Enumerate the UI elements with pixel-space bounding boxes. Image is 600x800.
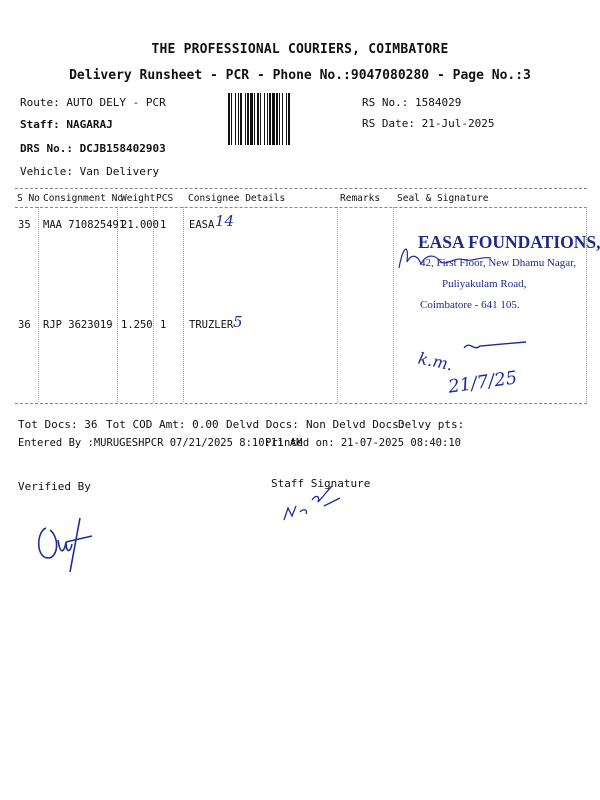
staff-signature-label: Staff Signature [271,477,371,490]
delivered-docs: Delvd Docs: [226,418,299,431]
row-consignment: RJP 3623019 [43,319,113,331]
handwritten-count: 14 [215,212,235,230]
table-header-rule [15,207,587,208]
total-cod-amount: Tot COD Amt: 0.00 [106,418,219,431]
stamp-name: EASA FOUNDATIONS, [418,232,600,252]
delivery-points: Delvy pts: [398,418,465,431]
staff-signature-drawing [282,480,352,524]
rs-date: RS Date: 21-Jul-2025 [362,117,495,130]
row-sno: 35 [18,219,31,231]
col-seal: Seal & Signature [397,193,489,204]
col-weight: Weight [121,193,156,204]
verifier-signature-drawing [30,512,100,574]
printed-on: Printed on: 21-07-2025 08:40:10 [265,437,461,449]
runsheet-subtitle: Delivery Runsheet - PCR - Phone No.:9047080280 - Page No.:3 [69,68,531,83]
row-pcs: 1 [160,219,167,231]
row-pcs: 1 [160,319,167,331]
entered-by: Entered By :MURUGESHPCR 07/21/2025 8:10:11 AM [18,437,303,449]
receiver-date: 21/7/25 [446,367,519,398]
stamp-scribble [395,236,495,276]
row-consignment: MAA 710825491 [43,219,126,231]
route-label: Route: AUTO DELY - PCR [20,96,166,109]
row-weight: 1.250 [121,319,153,331]
stamp-address-line2: Puliyakulam Road, [442,278,527,290]
handwritten-count: 5 [233,313,243,331]
col-consignee: Consignee Details [188,193,286,204]
row-consignee: EASA [189,219,215,231]
stamp-address-line3: Coimbatore - 641 105. [420,299,520,311]
receiver-initials: k.m. [416,348,455,375]
row-weight: 21.000 [121,219,159,231]
col-remarks: Remarks [340,193,381,204]
stamp-address-line1: 42, First Floor, New Dhamu Nagar, [420,257,577,269]
verified-by-label: Verified By [18,480,91,493]
col-pcs: PCS [156,193,174,204]
company-title: THE PROFESSIONAL COURIERS, COIMBATORE [151,42,449,57]
row-sno: 36 [18,319,31,331]
rs-number: RS No.: 1584029 [362,96,462,109]
table-top-rule [15,188,587,189]
staff-label: Staff: NAGARAJ [20,118,113,131]
col-sno: S No [17,193,40,204]
barcode-image [228,93,354,145]
row-consignee: TRUZLER [189,319,234,331]
non-delivered-docs: Non Delvd Docs: [306,418,406,431]
drs-number: DRS No.: DCJB158402903 [20,142,166,155]
vehicle-label: Vehicle: Van Delivery [20,165,160,178]
col-consignment: Consignment No [43,193,124,204]
total-docs: Tot Docs: 36 [18,418,98,431]
